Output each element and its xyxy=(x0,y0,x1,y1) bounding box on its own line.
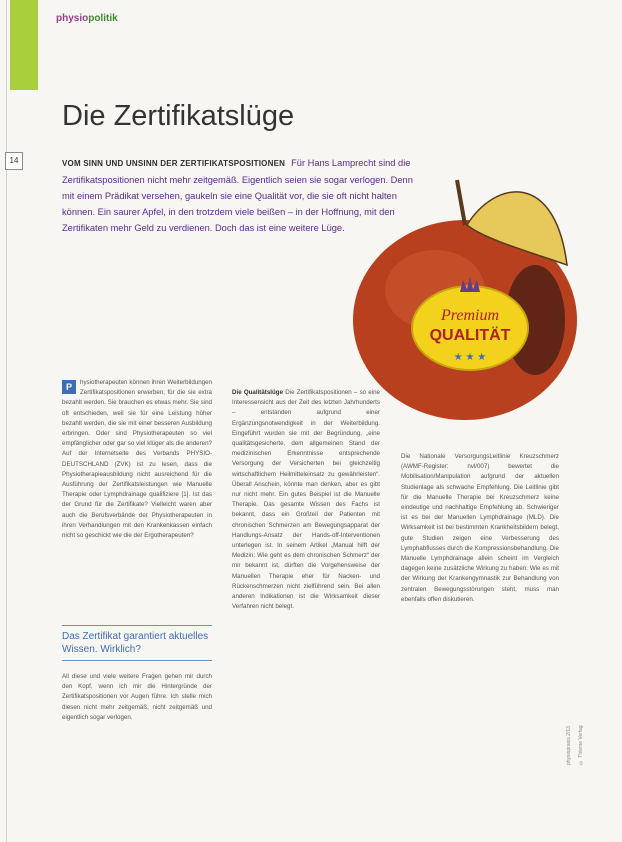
kicker-physio: physio xyxy=(56,13,89,24)
apple-stem xyxy=(457,180,465,225)
column-2-heading: Die Qualitätslüge xyxy=(232,389,284,396)
column-3 xyxy=(401,452,559,605)
badge-qualitaet-text: QUALITÄT xyxy=(429,327,511,344)
kicker-politik: politik xyxy=(88,13,118,24)
dropcap: P xyxy=(62,380,76,394)
lead-heading: VOM SINN UND UNSINN DER ZERTIFIKATSPOSITIONEN xyxy=(62,159,286,168)
badge-stars-icon: ★ ★ ★ xyxy=(453,352,487,363)
column-1b xyxy=(62,672,212,723)
page-number: 14 xyxy=(5,152,23,170)
apple-illustration xyxy=(345,170,585,430)
badge-premium-text: Premium xyxy=(440,307,500,324)
article-title: Die Zertifikatslüge xyxy=(62,100,295,132)
column-1 xyxy=(62,378,212,541)
column-1-text: hysiotherapeuten können ihren Weiterbildungen Zertifikatspositionen erwerben, für die sie extra bezahlt werden. Sie brauchen es etwas mehr. Sie sind oft entschieden, weil sie für eine Leistung höher bezahlt werden, die sie mit einer besseren Ausbildung erbringen. Oder sind Physiotherapeuten so viel empfänglicher oder gar so viel klüger als die anderen? Auf der Internetseite des Verbands PHYSIO-DEUTSCHLAND (ZVK) ist zu lesen, dass die Physiotherapieausbildung nicht ausreichend für die Ausführung der Zertifikatsleistungen wie Manuelle Therapie oder Lymphdrainage qualifiziere [1]. Ist das der Grund für die Zertifikate? Vielleicht waren aber auch die Berufsverbände der Physiotherapeuten in ihren Verhandlungen mit den Krankenkassen einfach nicht so geschickt wie die der Ergotherapeuten? xyxy=(62,379,212,540)
column-2-text: Die Zertifikatspositionen – so eine Interessensicht aus der Zeit des letzten Jahrhunderts – entstanden aufgrund einer Ergänzungsnotwendigkeit in der Weiterbildung. Eingeführt wurden sie mit der Begründung, „eine qualitätsgesicherte, dem allgemeinen Stand der medizinischen Erkenntnisse entsprechende Versorgung der Versicherten bei gleichzeitig wirtschaftlichem Heilmitteleinsatz zu gewährleisten“. Überall Anschein, könnte man denken, aber es gibt nur nicht mehr. Ein gutes Beispiel ist die Manuelle Therapie. Das gesamte Wissen des Fachs ist bekannt, dass ein Großteil der Patienten mit chronischen Schmerzen am Bewegungsapparat der Handlungs-Ansatz der Hands-off-Interventionen unterlegen ist. In seinem Artikel „Manual hilft der Medizin: Wie geht es dem chronischen Schmerz“ der mir bekannt ist, dürften die Vorgehensweise der Manuellen Therapie eher für Nacken- und Rückenschmerzen nicht zielführend sein. Bei allen anderen Indikationen ist die Wirksamkeit dieser Verfahren nicht belegt. xyxy=(232,389,380,611)
side-label-1: physiopraxis 2/13 xyxy=(566,726,572,765)
column-2 xyxy=(232,388,380,612)
section-color-bar xyxy=(10,0,38,90)
page-edge-line xyxy=(6,0,7,842)
section-heading: Das Zertifikat garantiert aktuelles Wissen. Wirklich? xyxy=(62,625,212,661)
lead-text: Für Hans Lamprecht sind die Zertifikatspositionen nicht mehr zeitgemäß. Eigentlich seien sie sogar verlogen. Denn mit einem Prädikat versehen, gaukeln sie eine Qualität vor, die sie oft nicht halten können. Ein saurer Apfel, in den trotzdem viele beißen – in der Hoffnung, mit den Zertifikaten mehr Geld zu verdienen. Doch das ist eine weitere Lüge. xyxy=(62,158,413,233)
column-1b-text: All diese und viele weitere Fragen gehen mir durch den Kopf, wenn ich mir die Hintergründe der Zertifikatspositionen vor Augen führe. Ich stelle mich diesen nicht mehr zeitgemäß, nicht zeitgemäß und eigentlich sogar verlogen. xyxy=(62,673,212,721)
column-3-text: Die Nationale VersorgungsLeitlinie Kreuzschmerz (AWMF-Register: nvl/007) bewertet die Mobilisation/Manipulation aufgrund der aktuellen Studienlage als schwache Empfehlung. Die Leitlinie gibt für die Manuelle Therapie bei Kreuzschmerz keine eindeutige und nachhaltige Empfehlung ab. Schwieriger ist es bei der Manuellen Lymphdrainage (MLD). Die Wirksamkeit ist bei bestimmten Krankheitsbildern belegt, gute Studien zeigen eine Verbesserung des Lymphabflusses durch die Kompressionsbehandlung. Die Manuelle Lymphdrainage allein scheint im Vergleich dagegen keine zusätzliche Wirkung zu haben. Wie es mit der Wirkung der Krankengymnastik zur Behandlung von zentralen Bewegungsstörungen steht, muss man ebenfalls offen diskutieren. xyxy=(401,453,559,603)
section-kicker xyxy=(56,13,118,24)
side-label-2: © Thieme Verlag xyxy=(578,725,584,765)
